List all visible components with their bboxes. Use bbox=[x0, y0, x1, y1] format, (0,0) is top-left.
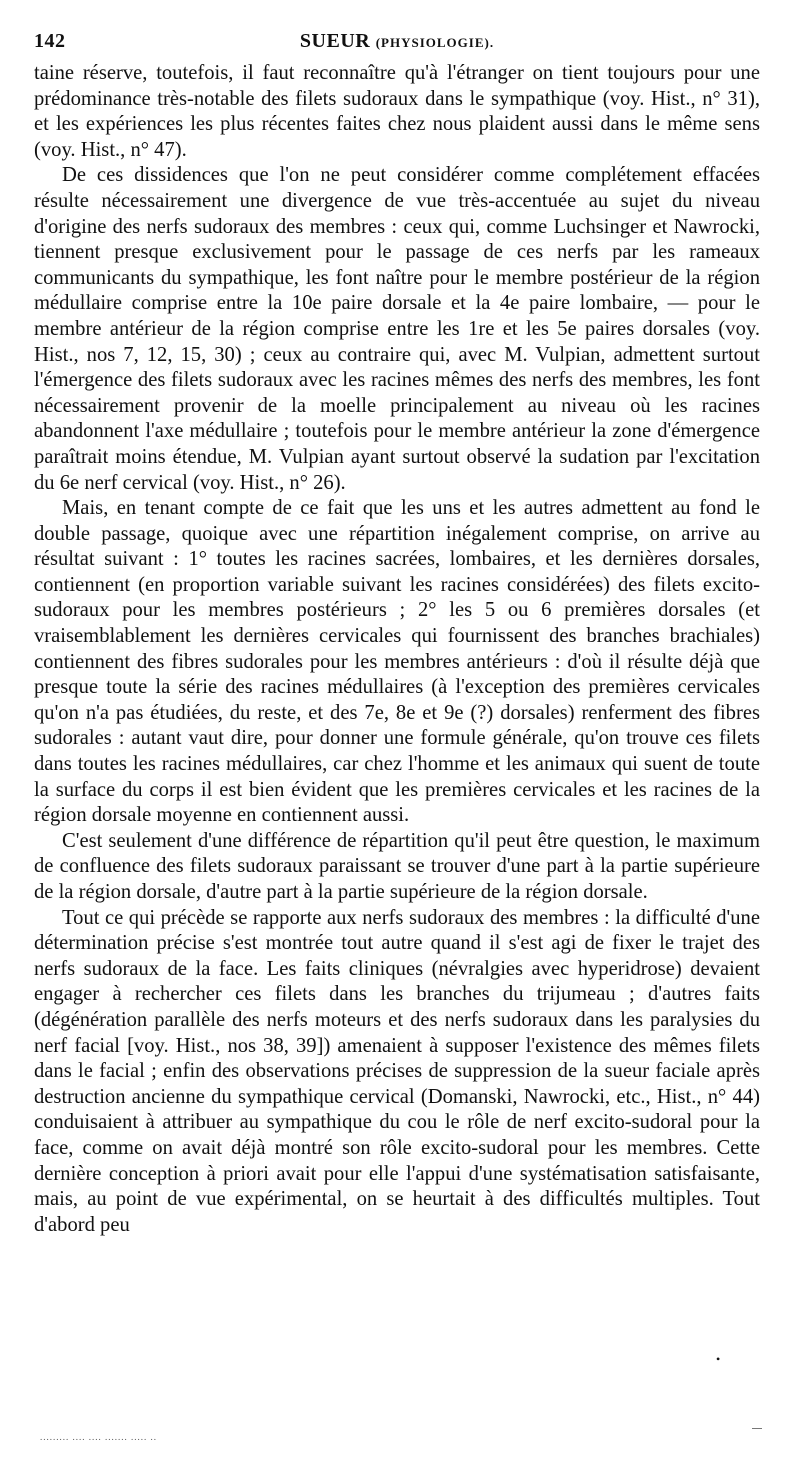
stray-dot: • bbox=[716, 1352, 721, 1366]
paragraph: taine réserve, toutefois, il faut reconnaître qu'à l'étranger on tient toujours pour une prédominance très-notable des filets sudoraux dans le sympathique (voy. Hist., n° 31), et les expériences les plus récentes faites chez nous plaident aussi dans le même sens (voy. Hist., n° 47). bbox=[34, 62, 760, 161]
footer-bleed-through: ......... .... .... ....... ..... .. bbox=[40, 1432, 157, 1442]
running-title bbox=[34, 30, 760, 53]
corner-mark bbox=[752, 1428, 762, 1429]
running-title-subtitle: (PHYSIOLOGIE). bbox=[375, 35, 495, 50]
page-header bbox=[34, 30, 760, 56]
body-text bbox=[34, 61, 760, 1238]
paragraph: Mais, en tenant compte de ce fait que les uns et les autres admettent au fond le double passage, quoique avec une répartition inégalement comprise, on arrive au résultat suivant : 1° toutes les racines sacrées, lombaires, et les dernières dorsales, contiennent (en proportion variable suivant les racines considérées) des filets excito-sudoraux pour les membres postérieurs ; 2° les 5 ou 6 premières dorsales (et vraisemblablement les dernières cervicales qui fournissent des branches brachiales) contiennent des fibres sudorales pour les membres antérieurs : d'où il résulte déjà que presque toute la série des racines médullaires (à l'exception des premières cervicales qu'on n'a pas étudiées, du reste, et des 7e, 8e et 9e (?) dorsales) renferment des fibres sudorales : autant vaut dire, pour donner une formule générale, qu'on trouve ces filets dans toutes les racines médullaires, car chez l'homme et les animaux qui suent de toute la surface du corps il est bien évident que les premières cervicales et les racines de la région dorsale moyenne en contiennent aussi. bbox=[34, 497, 760, 827]
paragraph: De ces dissidences que l'on ne peut considérer comme complétement effacées résulte nécessairement une divergence de vue très-accentuée au sujet du niveau d'origine des nerfs sudoraux des membres : ceux qui, comme Luchsinger et Nawrocki, tiennent presque exclusivement pour le passage de ces nerfs par les rameaux communicants du sympathique, les font naître pour le membre postérieur de la région médullaire comprise entre la 10e paire dorsale et la 4e paire lombaire, — pour le membre antérieur de la région comprise entre les 1re et les 5e paires dorsales (voy. Hist., nos 7, 12, 15, 30) ; ceux au contraire qui, avec M. Vulpian, admettent surtout l'émergence des filets sudoraux avec les racines mêmes des nerfs des membres, les font nécessairement provenir de la moelle principalement au niveau où les racines abandonnent l'axe médullaire ; toutefois pour le membre antérieur la zone d'émergence paraîtrait moins étendue, M. Vulpian ayant surtout observé la sudation par l'excitation du 6e nerf cervical (voy. Hist., n° 26). bbox=[34, 164, 760, 494]
page-number: 142 bbox=[34, 30, 66, 52]
paragraph: C'est seulement d'une différence de répartition qu'il peut être question, le maximum de confluence des filets sudoraux paraissant se trouver d'une part à la partie supérieure de la région dorsale, d'autre part à la partie supérieure de la région dorsale. bbox=[34, 829, 760, 903]
running-title-main: SUEUR bbox=[299, 30, 371, 52]
paragraph: Tout ce qui précède se rapporte aux nerfs sudoraux des membres : la difficulté d'une détermination précise s'est montrée tout autre quand il s'est agi de fixer le trajet des nerfs sudoraux de la face. Les faits cliniques (névralgies avec hyperidrose) devaient engager à rechercher ces filets dans les branches du trijumeau ; d'autres faits (dégénération parallèle des nerfs moteurs et des nerfs sudoraux dans les paralysies du nerf facial [voy. Hist., nos 38, 39]) amenaient à supposer l'existence des mêmes filets dans le facial ; enfin des observations précises de suppression de la sueur faciale après destruction ancienne du sympathique cervical (Domanski, Nawrocki, etc., Hist., n° 44) conduisaient à attribuer au sympathique du cou le rôle de nerf excito-sudoral pour la face, comme on avait déjà montré son rôle excito-sudoral pour les membres. Cette dernière conception à priori avait pour elle l'appui d'une systématisation satisfaisante, mais, au point de vue expérimental, on se heurtait à des difficultés multiples. Tout d'abord peu bbox=[34, 906, 760, 1236]
